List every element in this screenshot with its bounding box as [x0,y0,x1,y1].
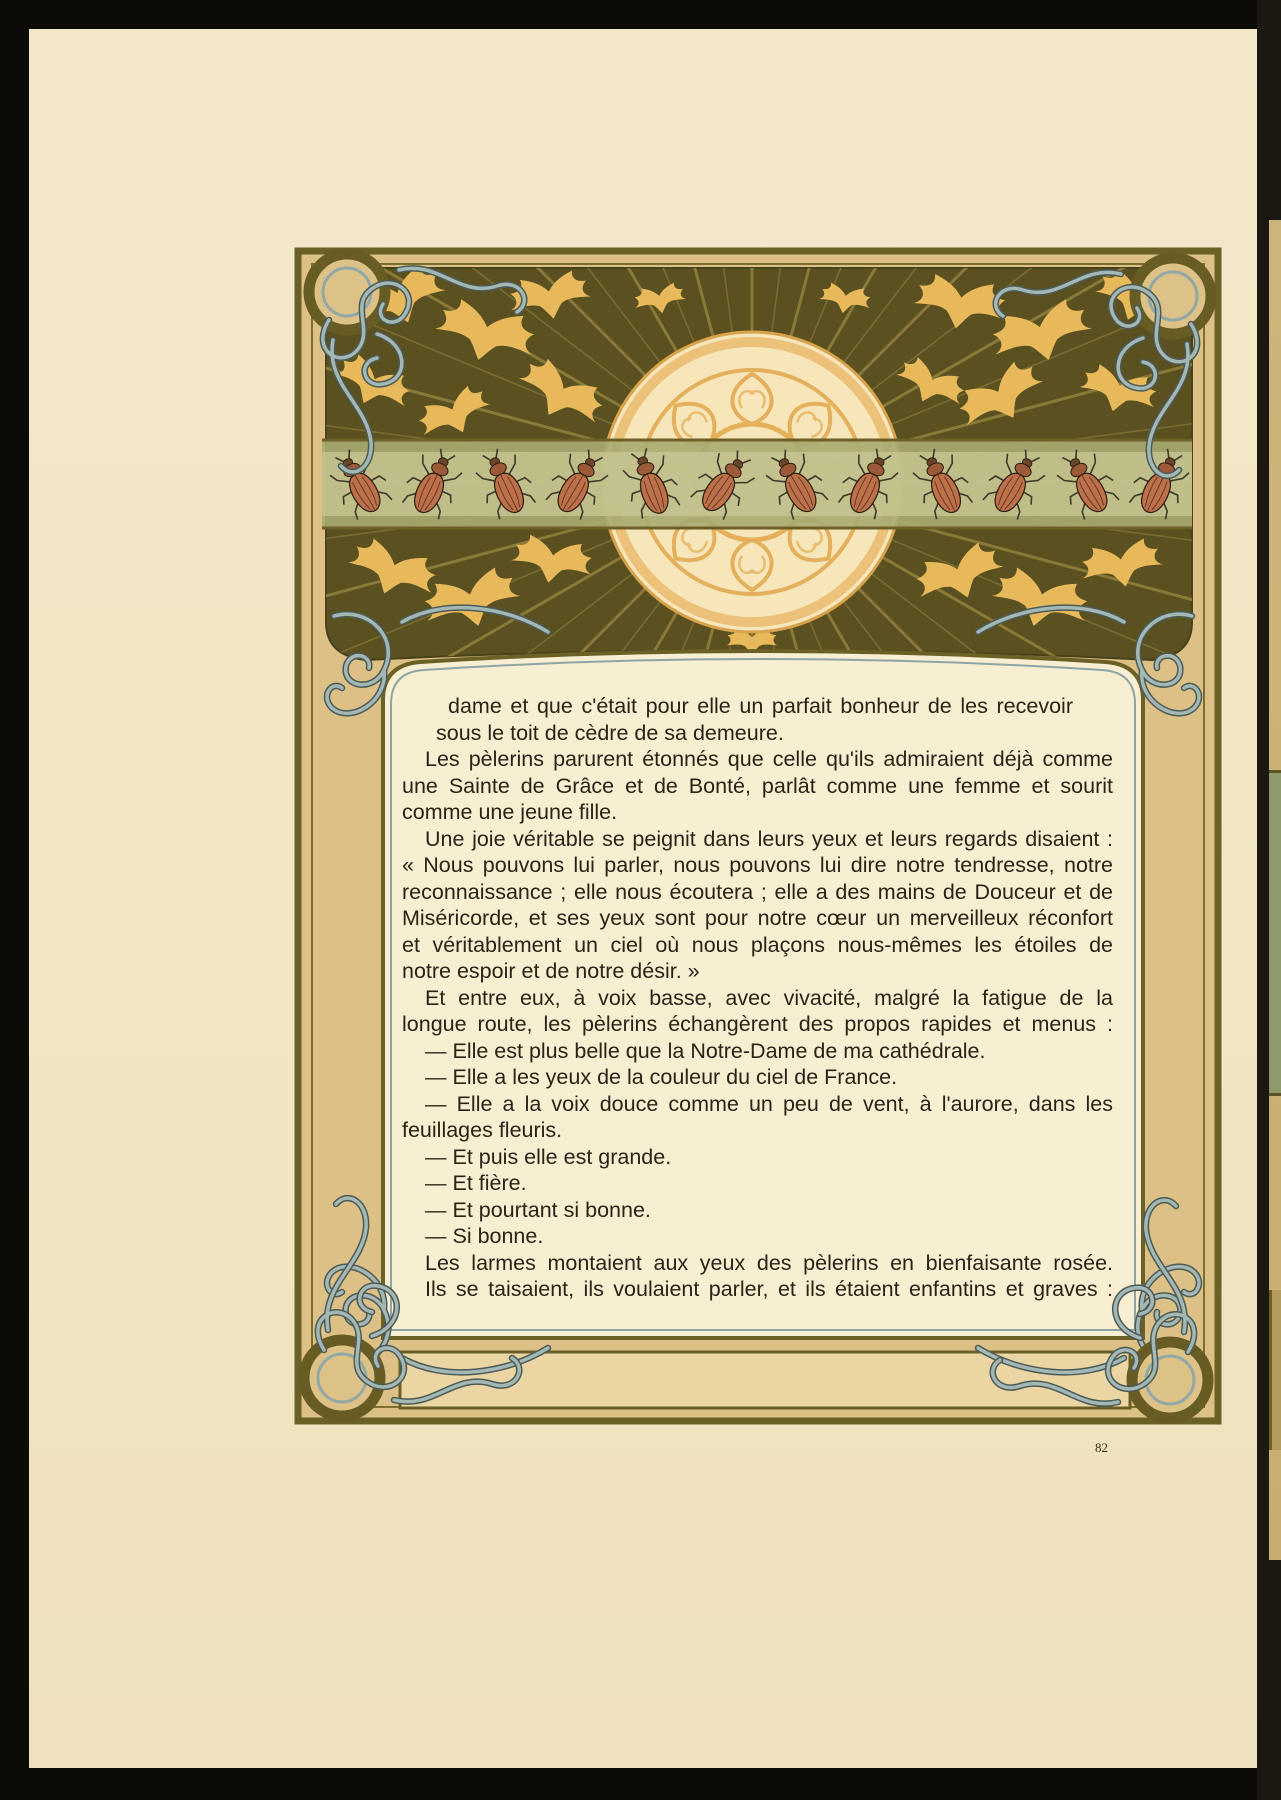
text-line: Une joie véritable se peignit dans leurs yeux et leurs regards disaient : [425,826,1113,851]
text-line: — Et fière. [425,1171,527,1195]
text-line: comme une jeune fille. [402,800,618,824]
text-line: — Si bonne. [425,1224,544,1248]
text-line: sous le toit de cèdre de sa demeure. [436,720,784,745]
body-text [402,693,1113,1303]
text-line: — Et puis elle est grande. [425,1144,672,1169]
text-line: notre espoir et de notre désir. » [402,959,700,983]
text-line: — Elle a les yeux de la couleur du ciel de France. [425,1065,898,1089]
text-line: Et entre eux, à voix basse, avec vivacité, malgré la fatigue de la [425,985,1113,1010]
text-line: — Elle est plus belle que la Notre-Dame de ma cathédrale. [425,1038,986,1063]
bottom-band [400,1352,1130,1408]
text-line: — Et pourtant si bonne. [425,1197,651,1222]
text-line: Miséricorde, et ses yeux sont pour notre cœur un merveilleux réconfort [402,906,1113,930]
text-line: reconnaissance ; elle nous écoutera ; elle a des mains de Douceur et de [402,879,1113,904]
text-line: une Sainte de Grâce et de Bonté, parlât comme une femme et sourit [402,773,1113,798]
text-line: « Nous pouvons lui parler, nous pouvons lui dire notre tendresse, notre [402,853,1113,877]
text-line: Ils se taisaient, ils voulaient parler, et ils étaient enfantins et graves : [425,1277,1113,1301]
page-number: 82 [1095,1440,1108,1455]
text-line: feuillages fleuris. [402,1118,563,1142]
text-line: longue route, les pèlerins échangèrent des propos rapides et menus : [402,1012,1113,1036]
text-line: dame et que c'était pour elle un parfait bonheur de les recevoir [448,694,1073,718]
text-line: et véritablement un ciel où nous plaçons nous-mêmes les étoiles de [402,932,1113,957]
beetle-band [321,440,1196,528]
text-line: Les pèlerins parurent étonnés que celle qu'ils admiraient déjà comme [425,747,1113,771]
text-line: — Elle a la voix douce comme un peu de vent, à l'aurore, dans les [425,1091,1113,1116]
text-line: Les larmes montaient aux yeux des pèlerins en bienfaisante rosée. [425,1250,1113,1275]
